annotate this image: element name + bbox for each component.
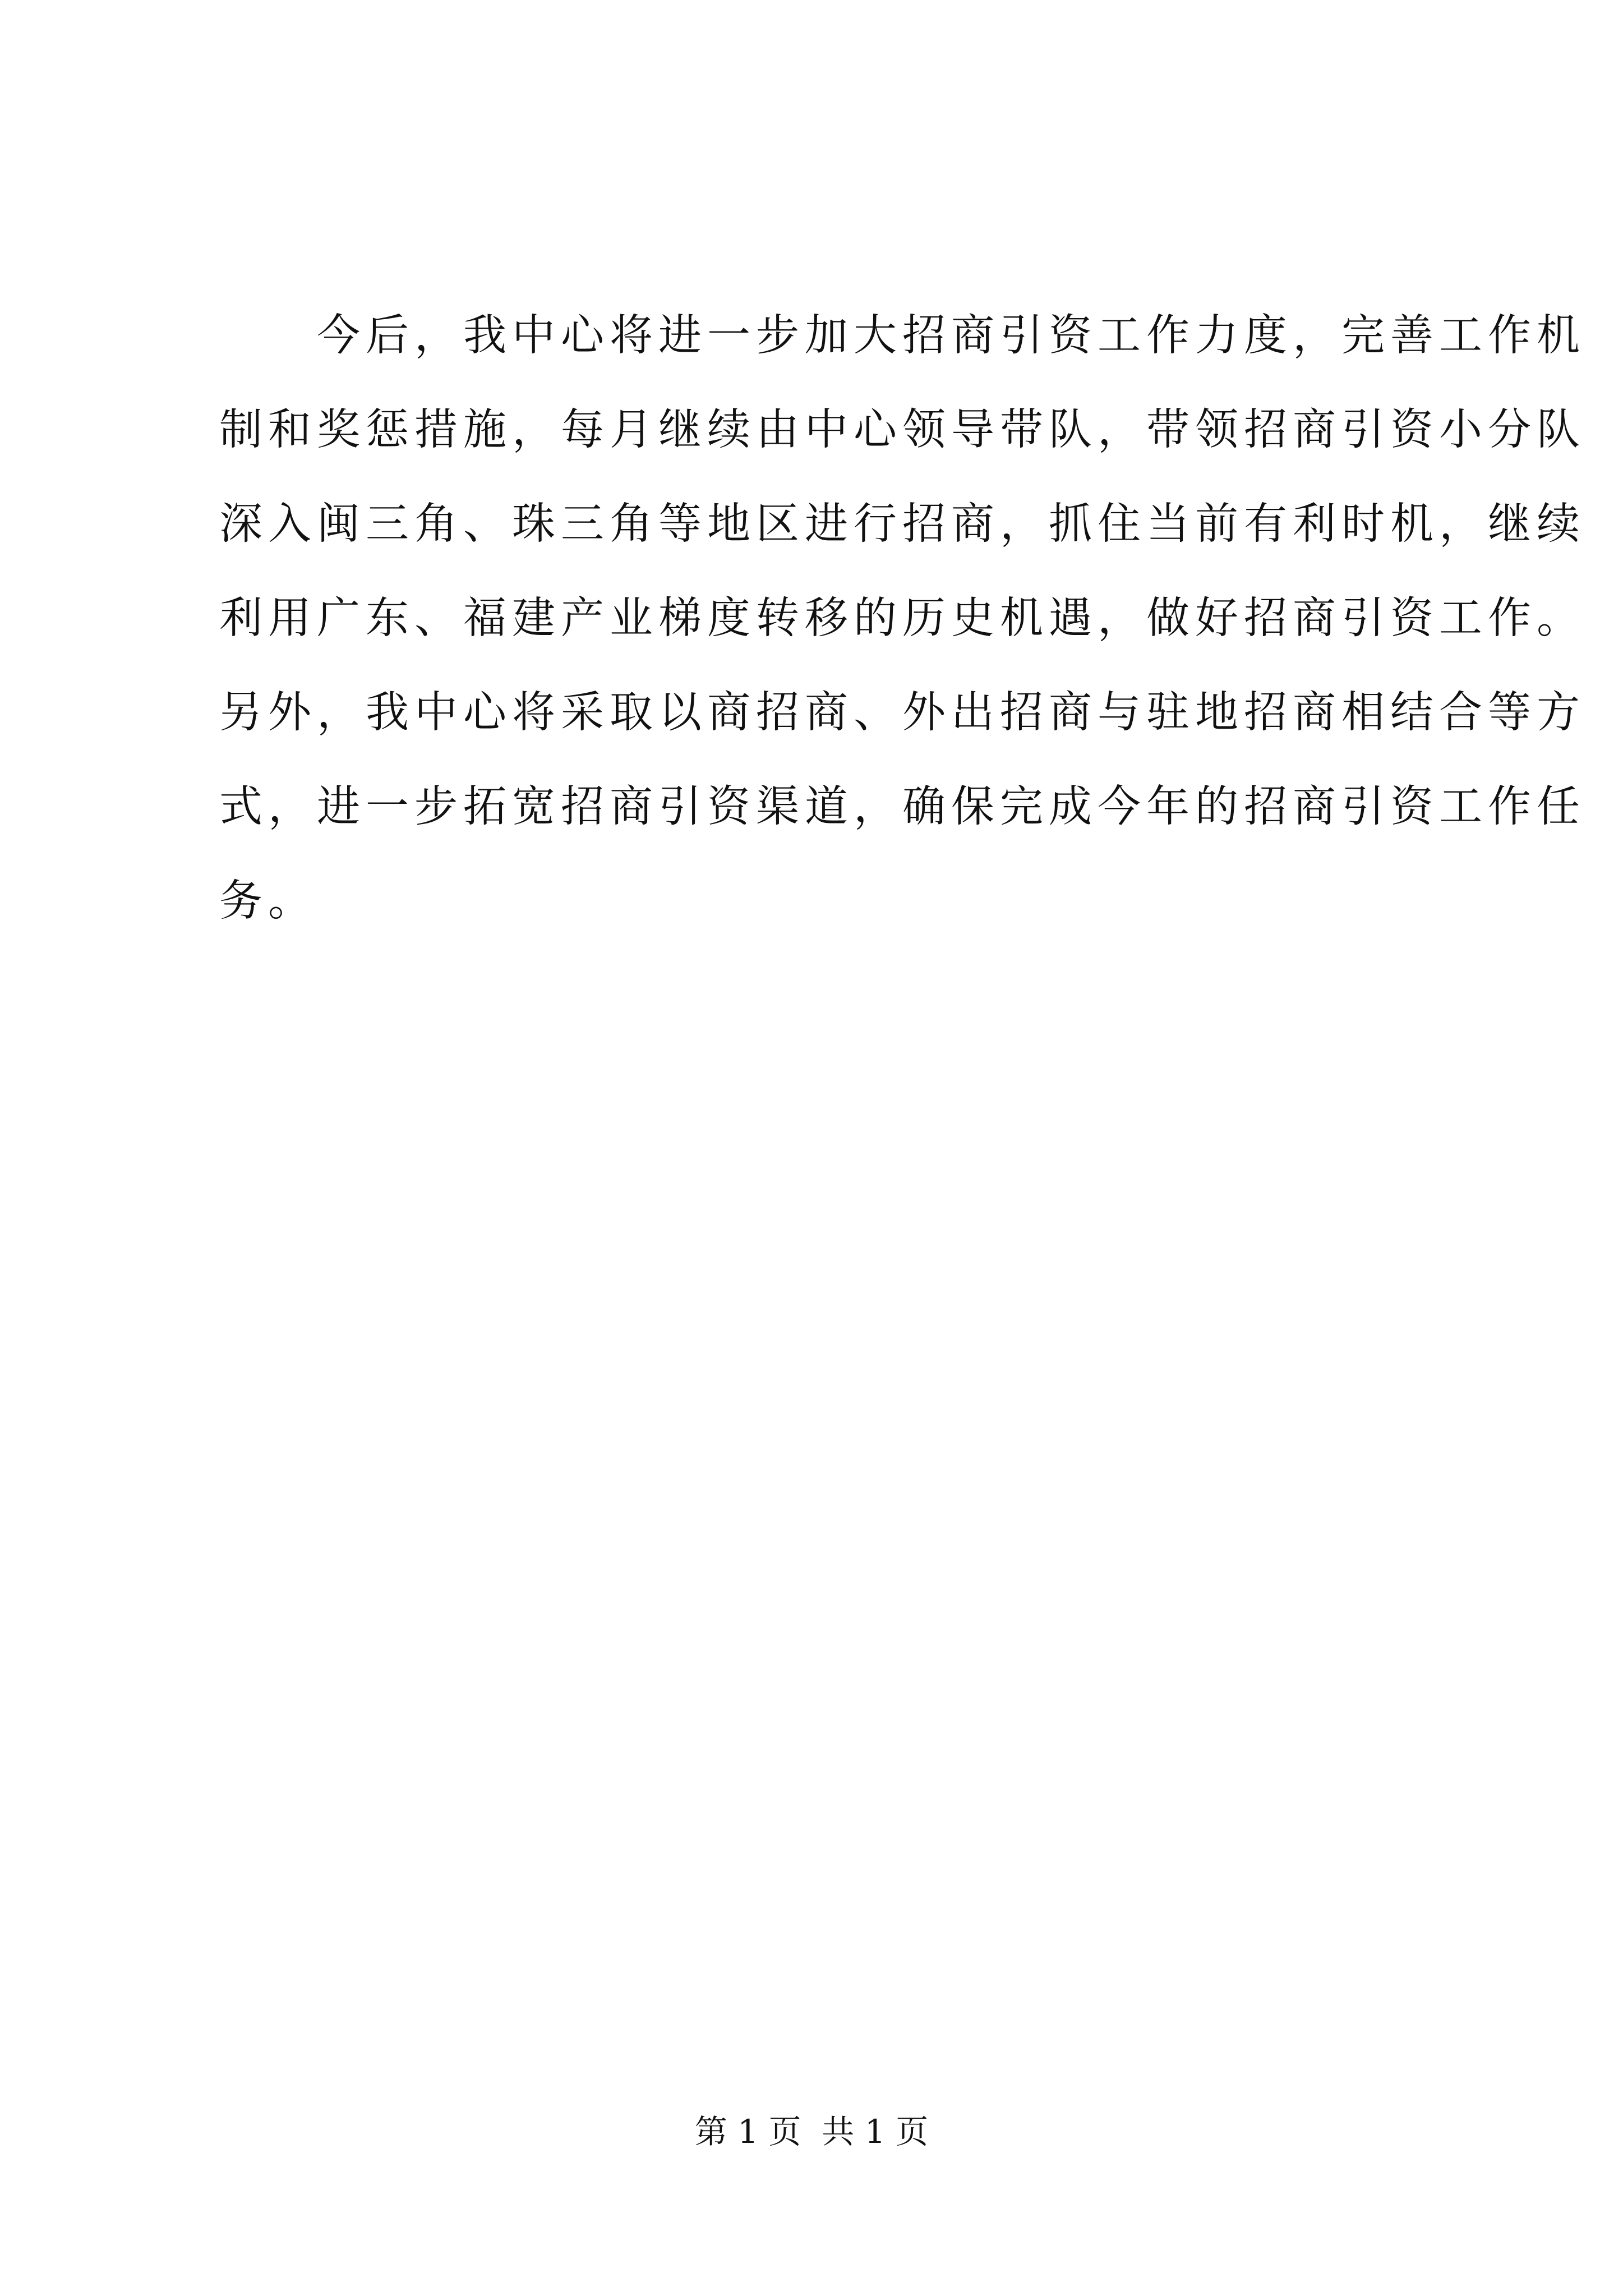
body-paragraph xyxy=(219,289,1585,949)
paragraph-line: 另外，我中心将采取以商招商、外出招商与驻地招商相结合等方 xyxy=(219,688,1585,738)
paragraph-line: 深入闽三角、珠三角等地区进行招商，抓住当前有利时机，继续 xyxy=(219,499,1585,549)
paragraph-line: 今后，我中心将进一步加大招商引资工作力度，完善工作机 xyxy=(219,311,1585,361)
paragraph-line: 利用广东、福建产业梯度转移的历史机遇，做好招商引资工作。 xyxy=(219,593,1585,643)
page-number-footer: 第 1 页 共 1 页 xyxy=(694,2113,929,2151)
paragraph-line: 式，进一步拓宽招商引资渠道，确保完成今年的招商引资工作任 xyxy=(219,782,1585,832)
paragraph-line: 制和奖惩措施，每月继续由中心领导带队，带领招商引资小分队 xyxy=(219,405,1585,455)
paragraph-line: 务。 xyxy=(219,876,317,926)
